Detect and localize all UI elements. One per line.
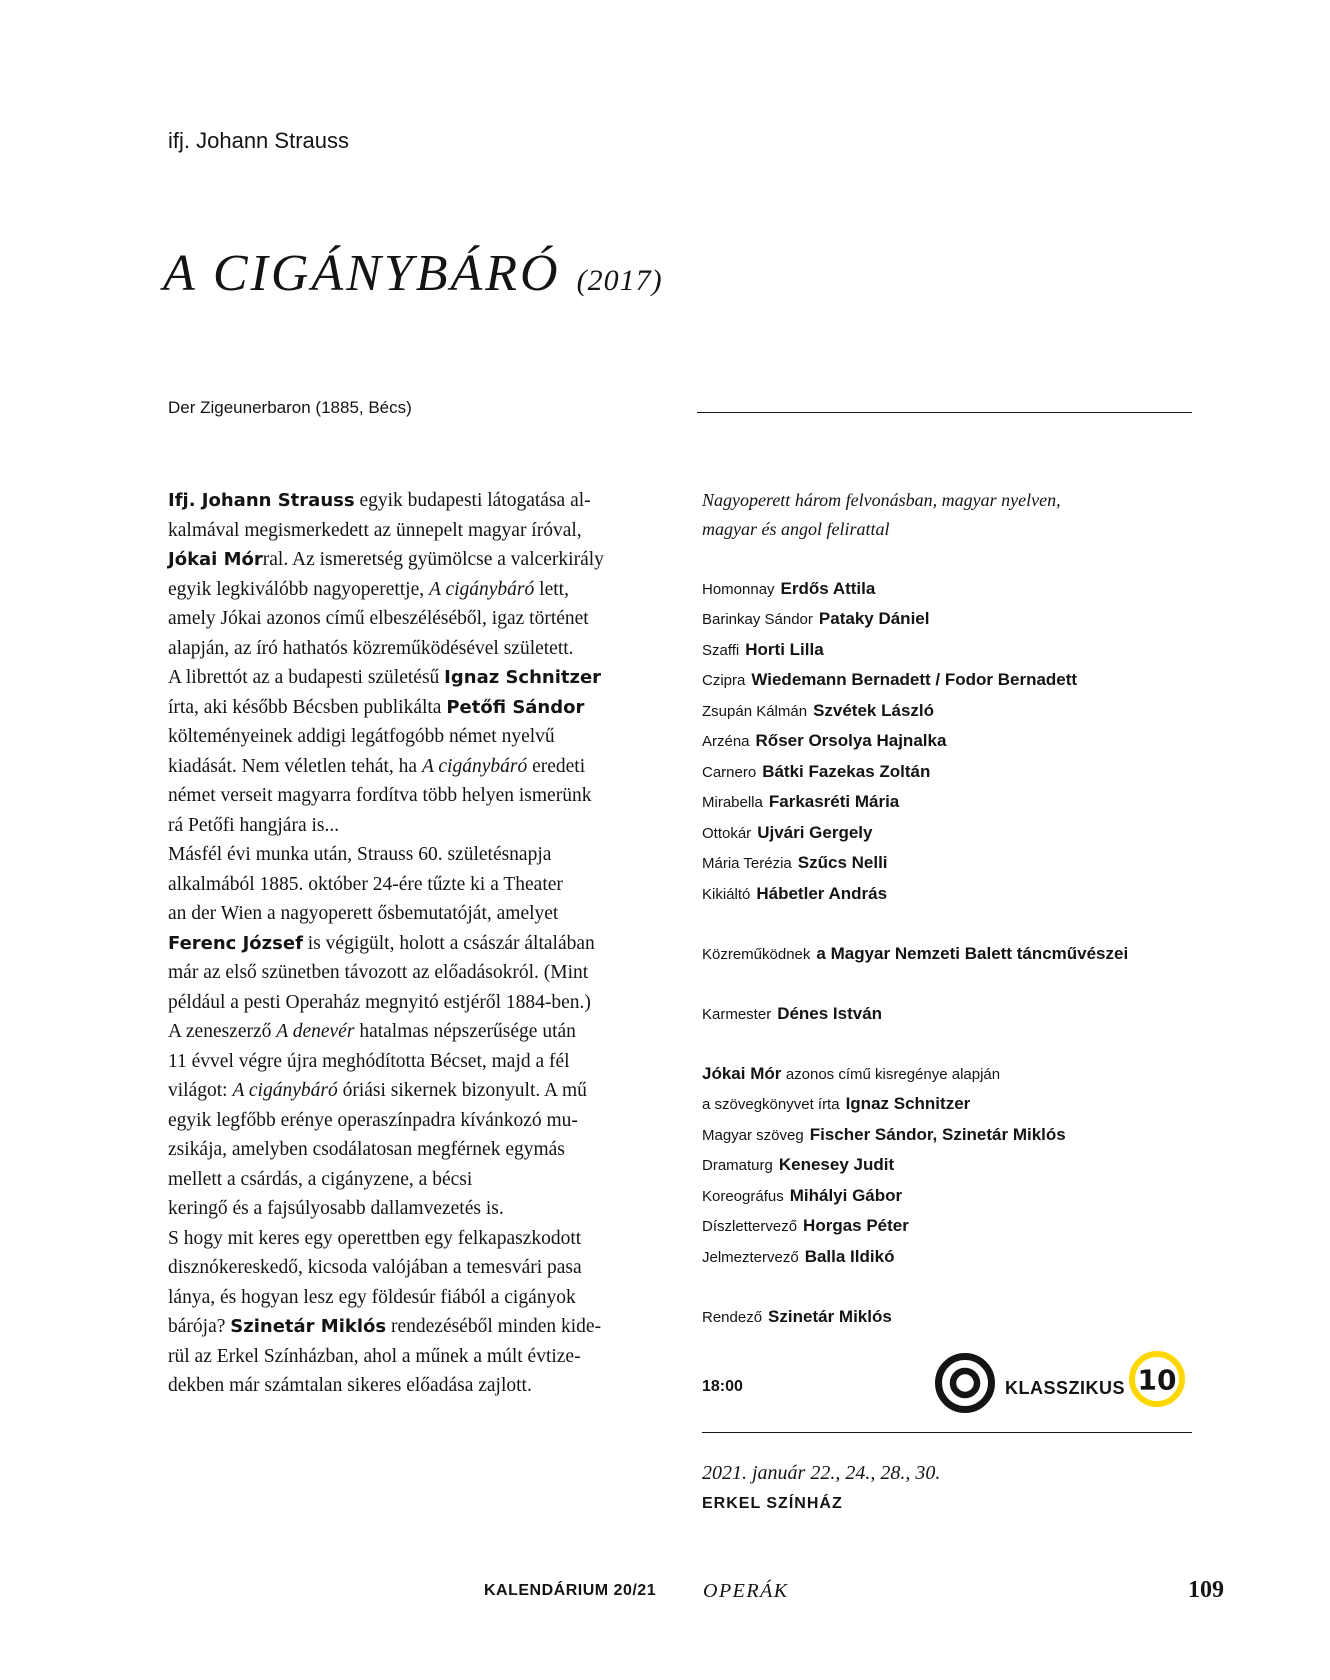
cast-role: Mária Terézia — [702, 855, 792, 872]
credit-role: Dramaturg — [702, 1157, 773, 1174]
participants-row — [702, 939, 1202, 970]
cast-list — [702, 574, 1202, 910]
text-line: rül az Erkel Színházban, ahol a műnek a múlt évtize- — [168, 1345, 581, 1367]
cast-name: Ujvári Gergely — [757, 822, 873, 842]
text-run: óriási sikernek bizonyult. A mű — [337, 1080, 587, 1101]
cast-role: Homonnay — [702, 580, 775, 598]
cast-name: Szvétek László — [813, 700, 935, 720]
credits-column — [702, 486, 1202, 1332]
spacer — [702, 1272, 1202, 1302]
cast-role: Carnero — [702, 763, 757, 781]
work-title: A cigánybáró — [429, 578, 535, 600]
creative-team — [702, 1059, 1202, 1273]
original-title: Der Zigeunerbaron (1885, Bécs) — [168, 398, 412, 417]
cast-row — [702, 757, 1202, 788]
text-line: Másfél évi munka után, Strauss 60. születésnapja — [168, 844, 552, 865]
credit-row — [702, 1089, 1202, 1120]
credit-role: Jelmeztervező — [702, 1248, 799, 1266]
text-line: lánya, és hogyan lesz egy földesúr fiából a cigányok — [168, 1286, 576, 1308]
text-line: alapján, az író hathatós közreműködésével született. — [168, 637, 574, 659]
text-line — [168, 752, 673, 782]
director-row — [702, 1302, 1202, 1333]
credit-name: Szinetár Miklós — [768, 1306, 892, 1326]
text-line: amely Jókai azonos című elbeszéléséből, igaz történet — [168, 608, 589, 629]
text-line — [168, 545, 673, 575]
opera-title: A CIGÁNYBÁRÓ — [163, 245, 561, 302]
text-run: rendezéséből minden kide- — [386, 1316, 602, 1337]
name-highlight: Ignaz Schnitzer — [444, 667, 602, 688]
credit-role: azonos című kisregénye alapján — [785, 1065, 1001, 1083]
subtitle-line: Nagyoperett három felvonásban, magyar nyelven, — [702, 490, 1061, 510]
cast-role: Arzéna — [702, 733, 750, 750]
text-run: A zeneszerző — [168, 1021, 277, 1042]
text-line — [168, 575, 673, 605]
cast-row — [702, 787, 1202, 818]
cast-role: Mirabella — [702, 794, 763, 811]
text-line — [168, 1017, 673, 1047]
cast-name: Pataky Dániel — [818, 609, 930, 628]
name-highlight: Ferenc József — [168, 932, 303, 954]
name-highlight: Jókai Mór — [168, 549, 263, 570]
text-run: bárója? — [168, 1316, 231, 1337]
text-line: disznókereskedő, kicsoda valójában a temesvári pasa — [168, 1257, 582, 1278]
text-line: például a pesti Operaház megnyitó estjéről 1884-ben.) — [168, 991, 591, 1013]
credit-name: Horgas Péter — [803, 1216, 909, 1235]
subtitle-line: magyar és angol felirattal — [702, 519, 890, 539]
text-line: an der Wien a nagyoperett ősbemutatóját, amelyet — [168, 903, 559, 924]
cast-role: Czipra — [702, 672, 746, 689]
cast-role: Szaffi — [702, 641, 740, 659]
cast-row — [702, 604, 1202, 635]
name-highlight: Ifj. Johann Strauss — [168, 490, 355, 511]
credit-role: Karmester — [702, 1005, 772, 1023]
source-row — [702, 1059, 1202, 1090]
top-divider — [697, 412, 1192, 413]
cast-row — [702, 665, 1202, 696]
text-line — [168, 663, 673, 693]
credit-name: Fischer Sándor, Szinetár Miklós — [809, 1124, 1066, 1144]
text-run: egyik budapesti látogatása al- — [354, 490, 591, 511]
cast-row — [702, 696, 1202, 727]
page-number: 109 — [1188, 1577, 1224, 1603]
bottom-divider — [702, 1432, 1192, 1433]
text-line: kalmával megismerkedett az ünnepelt magyar íróval, — [168, 519, 582, 541]
cast-name: Hábetler András — [756, 883, 888, 903]
text-line — [168, 1076, 673, 1106]
credit-name: Mihályi Gábor — [789, 1185, 903, 1205]
credit-role: Közreműködnek — [702, 945, 811, 963]
text-run: A librettót az a budapesti születésű — [168, 667, 445, 688]
name-highlight: Petőfi Sándor — [446, 696, 585, 718]
performance-dates: 2021. január 22., 24., 28., 30. — [702, 1462, 941, 1484]
cast-name: Horti Lilla — [745, 639, 824, 659]
text-line: költeményeinek addigi legátfogóbb német nyelvű — [168, 726, 555, 747]
text-line: keringő és a fajsúlyosabb dallamvezetés is. — [168, 1198, 504, 1219]
target-icon — [934, 1352, 996, 1414]
cast-name: Bátki Fazekas Zoltán — [762, 761, 931, 781]
text-line: S hogy mit keres egy operettben egy felkapaszkodott — [168, 1227, 582, 1249]
cast-row — [702, 879, 1202, 910]
text-line — [168, 1312, 673, 1342]
credit-name: Jókai Mór — [702, 1063, 782, 1083]
text-line — [168, 693, 673, 723]
work-title: A denevér — [276, 1021, 355, 1042]
production-subtitle — [702, 486, 1202, 544]
cast-row — [702, 635, 1202, 666]
description-text — [168, 486, 673, 1401]
text-line: mellett a csárdás, a cigányzene, a bécsi — [168, 1168, 473, 1190]
production-year: (2017) — [576, 264, 663, 297]
cast-name: Szűcs Nelli — [797, 853, 888, 872]
credit-name: Kenesey Judit — [778, 1155, 895, 1174]
text-line — [168, 929, 673, 959]
cast-role: Kikiáltó — [702, 885, 751, 903]
spacer — [702, 544, 1202, 574]
text-line: rá Petőfi hangjára is... — [168, 814, 340, 836]
spacer — [702, 1029, 1202, 1059]
text-line: alkalmából 1885. október 24-ére tűzte ki a Theater — [168, 873, 563, 895]
work-title: A cigánybáró — [421, 755, 528, 777]
cast-name: Farkasréti Mária — [768, 792, 900, 811]
credit-name: a Magyar Nemzeti Balett táncművészei — [816, 943, 1129, 963]
footer-publication: KALENDÁRIUM 20/21 — [484, 1582, 657, 1599]
cast-row — [702, 818, 1202, 849]
series-number-badge — [1128, 1350, 1186, 1408]
credit-name: Balla Ildikó — [804, 1246, 895, 1266]
cast-row — [702, 726, 1202, 757]
text-line — [168, 486, 673, 516]
credit-row — [702, 1120, 1202, 1151]
spacer — [702, 909, 1202, 939]
text-run: kiadását. Nem véletlen tehát, ha — [168, 755, 422, 777]
text-line: 11 évvel végre újra meghódította Bécset, majd a fél — [168, 1050, 570, 1072]
series-number: 10 — [1137, 1363, 1177, 1397]
credit-role: Magyar szöveg — [702, 1126, 804, 1144]
credit-role: Koreográfus — [702, 1187, 784, 1205]
text-run: eredeti — [527, 755, 586, 777]
text-run: lett, — [534, 578, 569, 600]
text-line: dekben már számtalan sikeres előadása zajlott. — [168, 1375, 532, 1396]
text-run: írta, aki később Bécsben publikálta — [168, 696, 447, 718]
credit-row — [702, 1181, 1202, 1212]
text-run: is végigült, holott a császár általában — [302, 932, 595, 954]
composer-name: ifj. Johann Strauss — [168, 128, 349, 153]
text-line: német verseit magyarra fordítva több helyen ismerünk — [168, 785, 592, 806]
credit-name: Ignaz Schnitzer — [845, 1094, 971, 1113]
page-title — [163, 244, 663, 303]
footer-section: OPERÁK — [703, 1580, 789, 1602]
cast-row — [702, 574, 1202, 605]
work-title: A cigánybáró — [232, 1080, 338, 1101]
credit-role: Rendező — [702, 1308, 763, 1326]
credit-name: Dénes István — [777, 1003, 883, 1023]
text-run: ral. Az ismeretség gyümölcse a valcerkirály — [262, 549, 604, 570]
credit-role: Díszlettervező — [702, 1218, 798, 1235]
venue: ERKEL SZÍNHÁZ — [702, 1495, 843, 1512]
credit-row — [702, 1150, 1202, 1181]
cast-row — [702, 848, 1202, 879]
cast-name: Erdős Attila — [780, 578, 876, 598]
text-line: már az első szünetben távozott az előadásokról. (Mint — [168, 962, 589, 983]
performance-time: 18:00 — [702, 1378, 743, 1395]
text-run: hatalmas népszerűsége után — [354, 1021, 576, 1042]
cast-role: Ottokár — [702, 824, 752, 842]
cast-name: Wiedemann Bernadett / Fodor Bernadett — [751, 670, 1078, 689]
credit-role: a szövegkönyvet írta — [702, 1096, 840, 1113]
series-label: KLASSZIKUS — [1005, 1378, 1126, 1398]
cast-role: Zsupán Kálmán — [702, 702, 808, 720]
credit-row — [702, 1211, 1202, 1242]
cast-name: Rőser Orsolya Hajnalka — [755, 731, 947, 750]
text-line: egyik legfőbb erénye operaszínpadra kívánkozó mu- — [168, 1109, 578, 1131]
conductor-row — [702, 999, 1202, 1030]
text-line: zsikája, amelyben csodálatosan megférnek egymás — [168, 1139, 565, 1160]
cast-role: Barinkay Sándor — [702, 611, 813, 628]
credit-row — [702, 1242, 1202, 1273]
name-highlight: Szinetár Miklós — [230, 1316, 387, 1337]
text-run: egyik legkiválóbb nagyoperettje, — [168, 578, 430, 600]
text-run: világot: — [168, 1080, 233, 1101]
spacer — [702, 969, 1202, 999]
